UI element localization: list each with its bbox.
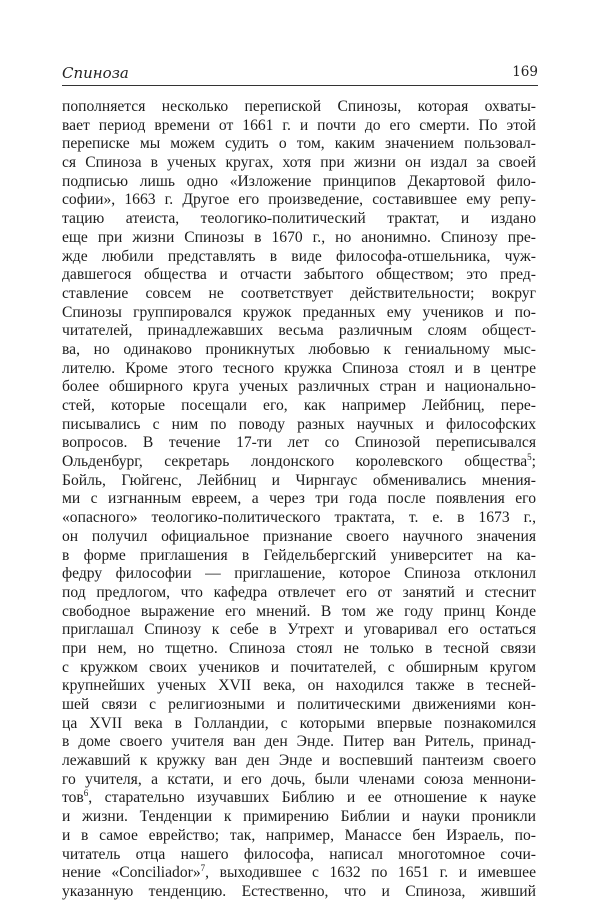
text-line: Бойль, Гюйгенс, Лейбниц и Чирнгаус обменивались мнения-: [62, 471, 536, 489]
line-text-rest: , выходившее с 1632 по 1651 г. и имевшее: [205, 864, 536, 882]
text-line: под предлогом, что кафедра отвлечет его от занятий и стеснит: [62, 583, 536, 601]
text-line: ся Спиноза в ученых кругах, хотя при жизни он издал за своей: [62, 154, 536, 172]
text-line: «опасного» теологико-политического трактата, т. е. в 1673 г.,: [62, 509, 536, 527]
page-number: 169: [512, 64, 538, 80]
text-line: Спинозы группировался кружок преданных ему учеников и по-: [62, 303, 536, 321]
header-rule: [62, 85, 538, 86]
text-line: читателей, принадлежавших весьма различным слоям общест-: [62, 322, 536, 340]
text-line: лежавший к кружку ван ден Энде и воспевший пантеизм своего: [62, 752, 536, 770]
line-text: нение «Conciliador»: [62, 864, 201, 882]
text-line: давшегося общества и отчасти забытого обществом; это пред-: [62, 266, 536, 284]
text-line: лителю. Кроме этого тесного кружка Спиноза стоял и в центре: [62, 359, 536, 377]
text-line: вопросов. В течение 17-ти лет со Спинозой переписывался: [62, 434, 536, 452]
text-line: ми с изгнанным евреем, а через три года после появления его: [62, 490, 536, 508]
text-line: приглашал Спинозу к себе в Утрехт и уговаривал его остаться: [62, 621, 536, 639]
text-line-with-footnote: [62, 789, 536, 808]
text-line: ставление совсем не соответствует действительности; вокруг: [62, 284, 536, 302]
text-line: в форме приглашения в Гейдельбергский университет на ка-: [62, 546, 536, 564]
line-text-rest: , старательно изучавших Библию и ее отношение к науке: [88, 789, 536, 807]
footnote-mark[interactable]: 5: [527, 453, 532, 463]
text-line: еще при жизни Спинозы в 1670 г., но анонимно. Спинозу пре-: [62, 228, 536, 246]
text-line: жде любили представлять в виде философа-отшельника, чуж-: [62, 247, 536, 265]
line-text: тов: [62, 789, 84, 807]
text-line: шей связи с религиозными и политическими движениями кон-: [62, 696, 536, 713]
body-text: [62, 98, 536, 902]
text-line: переписке мы можем судить о том, каким значением пользовал-: [62, 135, 536, 153]
line-text: Ольденбург, секретарь лондонского королевского общества: [62, 453, 528, 471]
text-line: подписью лишь одно «Изложение принципов Декартовой фило-: [62, 172, 536, 190]
text-line: читатель отца нашего философа, написал многотомное сочи-: [62, 845, 536, 863]
text-line-with-footnote: [62, 864, 536, 883]
text-line: свободное выражение его мнений. В том же году принц Конде: [62, 602, 536, 620]
text-line: ва, но одинаково проникнутых любовью к гениальному мыс-: [62, 340, 536, 358]
text-line: при нем, но тщетно. Спиноза стоял не только в тесной связи: [62, 639, 536, 657]
running-title: Спиноза: [62, 64, 129, 82]
text-line: федру философии — приглашение, которое Спиноза отклонил: [62, 565, 536, 583]
text-line: писывались с ним по поводу разных научных и философских: [62, 415, 536, 433]
text-line: софии», 1663 г. Другое его произведение, составившее ему репу-: [62, 191, 536, 209]
text-line: стей, которые посещали его, как например Лейбниц, пере-: [62, 397, 536, 414]
text-line: с кружком своих учеников и почитателей, с обширным кругом: [62, 658, 536, 676]
text-line: он получил официальное признание своего научного значения: [62, 527, 536, 545]
text-line: тацию атеиста, теологико-политический трактат, и издано: [62, 210, 536, 228]
text-line: указанную тенденцию. Естественно, что и Спиноза, живший: [62, 882, 536, 900]
footnote-mark[interactable]: 7: [200, 864, 206, 874]
text-line-with-footnote: Ольденбург, секретарь лондонского королевского общества$^5$;: [62, 453, 536, 471]
footnote-mark[interactable]: 6: [83, 789, 89, 799]
text-line: и жизни. Тенденции к примирению Библии и науки проникли: [62, 808, 536, 826]
text-line: и в самое еврейство; так, например, Манассе бен Израель, по-: [62, 826, 536, 844]
text-line: го учителя, а кстати, и его дочь, были членами союза меннони-: [62, 770, 536, 788]
text-line: в доме своего учителя ван ден Энде. Питер ван Ритель, принад-: [62, 733, 536, 751]
text-line: ца XVII века в Голландии, с которыми впервые познакомился: [62, 714, 536, 732]
text-line: вает период времени от 1661 г. и почти до его смерти. По этой: [62, 116, 536, 134]
text-line: пополняется несколько перепиской Спинозы, которая охваты-: [62, 98, 536, 115]
text-line: крупнейших ученых XVII века, он находился также в тесней-: [62, 677, 536, 695]
text-line: более обширного круга ученых различных стран и национально-: [62, 378, 536, 396]
